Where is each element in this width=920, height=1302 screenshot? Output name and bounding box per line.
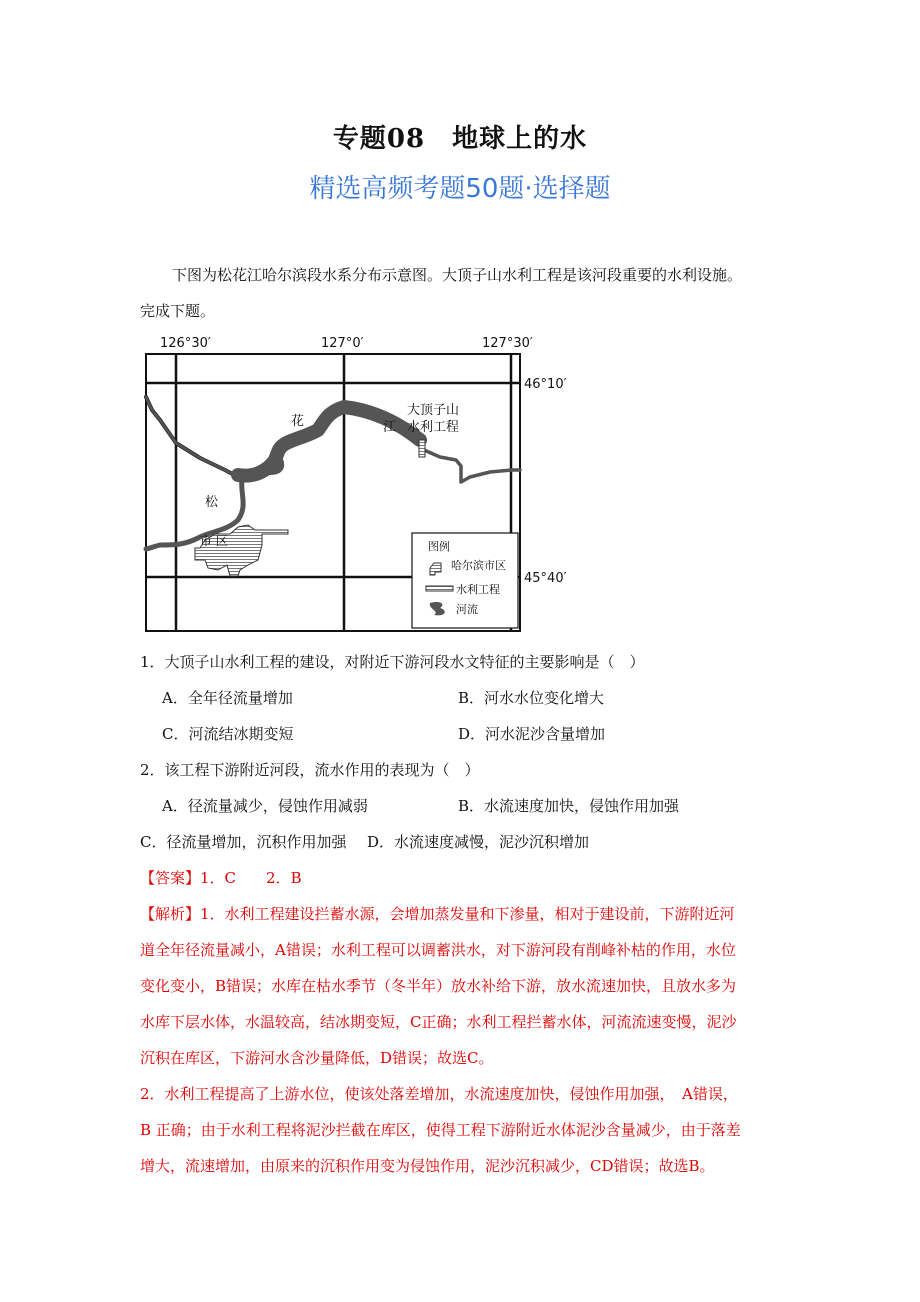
analysis-line: B 正确；由于水利工程将泥沙拦截在库区，使得工程下游附近水体泥沙含量减少，由于落差 (140, 1121, 741, 1139)
lat-label: 45°40′ (524, 571, 567, 586)
songhua-river-map (140, 330, 580, 635)
legend-title: 图例 (428, 540, 450, 553)
river-char: 松 (205, 495, 219, 510)
analysis-line: 2．水利工程提高了上游水位，使该处落差增加，水流速度加快，侵蚀作用加强， A错误， (140, 1085, 738, 1103)
intro-line-2: 完成下题。 (140, 302, 216, 320)
river-char: 江 (383, 420, 397, 435)
page-title: 专题08 地球上的水 (332, 124, 588, 154)
dam-label: 水利工程 (407, 420, 460, 435)
dam-label: 大顶子山 (407, 403, 460, 418)
legend-dam-icon (426, 586, 453, 591)
legend-item: 哈尔滨市区 (451, 559, 506, 572)
analysis-line: 【解析】1．水利工程建设拦蓄水源，会增加蒸发量和下渗量，相对于建设前，下游附近河 (140, 905, 735, 923)
question-1-option-a: A．全年径流量增加 (162, 689, 293, 707)
question-2-option-c: C．径流量增加，沉积作用加强 (140, 833, 347, 851)
question-1-option-b: B．河水水位变化增大 (458, 689, 605, 707)
lon-label: 127°30′ (482, 336, 533, 351)
intro-line-1: 下图为松花江哈尔滨段水系分布示意图。大顶子山水利工程是该河段重要的水利设施。 (172, 266, 743, 284)
city-label: 市 区 (200, 534, 228, 548)
lat-label: 46°10′ (524, 377, 567, 392)
page-subtitle: 精选高频考题50题·选择题 (309, 174, 611, 204)
dam-symbol (419, 440, 425, 457)
question-2-option-a: A．径流量减少，侵蚀作用减弱 (162, 797, 368, 815)
question-1-option-c: C．河流结冰期变短 (162, 725, 294, 743)
question-1-stem: 1．大顶子山水利工程的建设，对附近下游河段水文特征的主要影响是（ ） (140, 653, 645, 671)
legend-item: 河流 (456, 603, 478, 616)
river (146, 397, 520, 549)
analysis-line: 水库下层水体，水温较高，结冰期变短，C正确；水利工程拦蓄水体，河流流速变慢，泥沙 (140, 1013, 737, 1031)
river-char: 花 (291, 414, 305, 429)
question-1-option-d: D．河水泥沙含量增加 (458, 725, 606, 743)
lon-label: 127°0′ (321, 336, 364, 351)
analysis-line: 沉积在库区，下游河水含沙量降低，D错误；故选C。 (140, 1049, 494, 1067)
analysis-line: 增大，流速增加，由原来的沉积作用变为侵蚀作用，泥沙沉积减少，CD错误；故选B。 (140, 1157, 715, 1175)
answer-line: 【答案】1．C 2．B (140, 869, 302, 887)
analysis-line: 道全年径流量减小，A错误；水利工程可以调蓄洪水，对下游河段有削峰补枯的作用，水位 (140, 941, 736, 959)
question-2-stem: 2．该工程下游附近河段，流水作用的表现为（ ） (140, 761, 480, 779)
question-2-option-d: D．水流速度减慢，泥沙沉积增加 (367, 833, 590, 851)
analysis-line: 变化变小，B错误；水库在枯水季节（冬半年）放水补给下游，放水流速加快，且放水多为 (140, 977, 737, 995)
legend-item: 水利工程 (456, 583, 500, 596)
question-2-option-b: B．水流速度加快，侵蚀作用加强 (458, 797, 680, 815)
lon-label: 126°30′ (160, 336, 211, 351)
